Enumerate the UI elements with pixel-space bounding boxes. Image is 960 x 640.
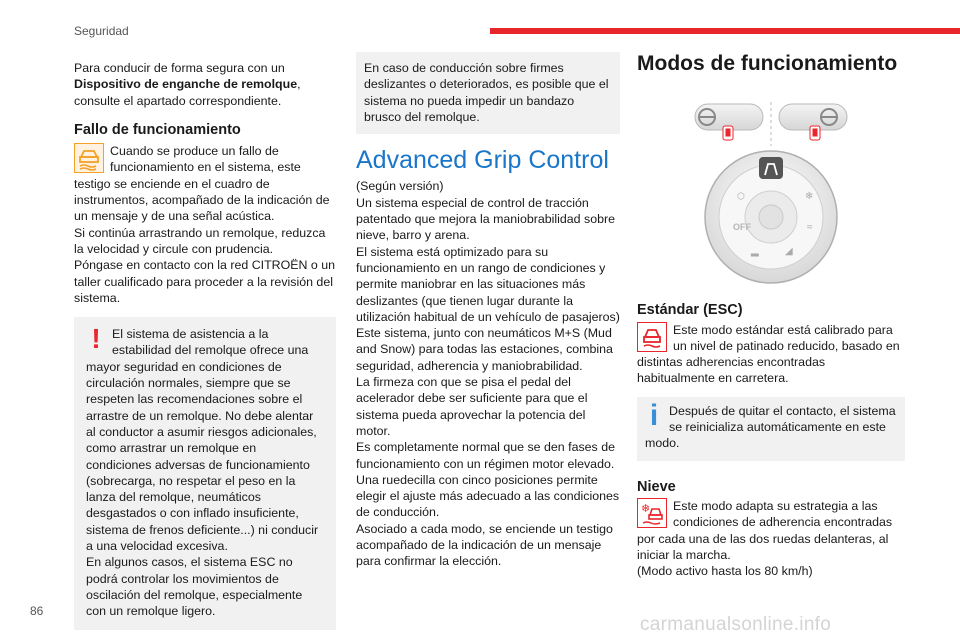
trailer-warning-icon [74,143,104,173]
snow-mode-heading: Nieve [637,478,676,495]
modes-title: Modos de funcionamiento [637,52,898,75]
column-left [74,60,336,630]
switch-left-illustration [695,104,763,140]
svg-text:OFF: OFF [733,222,751,233]
esc-mode-icon [637,322,667,352]
exclamation-icon: ! [91,323,101,355]
svg-text:≈: ≈ [807,222,813,234]
info-icon: i [649,398,659,432]
page-number: 86 [30,604,44,618]
switch-right-illustration [779,104,847,140]
intro-paragraph: Para conducir de forma segura con un Dispositivo de enganche de remolque, consulte el apartado correspondiente. [74,61,301,108]
column-right [637,52,905,579]
snow-mode-icon [637,498,667,528]
watermark: carmanualsonline.info [640,614,832,635]
svg-text:⬡: ⬡ [737,191,745,202]
standard-mode-heading: Estándar (ESC) [637,302,743,319]
mode-selector-knob [705,151,837,283]
svg-text:❄: ❄ [805,191,814,203]
svg-text:▂: ▂ [751,246,759,258]
warning-box: ! El sistema de asistencia a la estabilidad del remolque ofrece una mayor seguridad en condiciones de circulación normales, siempre que se respeten las recomendaciones sobre el arrastre de un remolque. No debe alentar al conductor a asumir riesgos adicionales, como arrastrar un remolque en condiciones adversas de funcionamiento (sobrecarga, no respetar el peso en la lanza del remolque, neumáticos desgastados o con inflado insuficiente, sistema de frenos deficiente...) ni conducir a una velocidad excesiva. En algunos casos, el sistema ESC no podrá controlar los movimientos de oscilación del remolque, especialmente con un remolque ligero. [74,317,336,629]
info-box: i Después de quitar el contacto, el sistema se reinicializa automáticamente en este modo. [637,397,905,461]
snow-mode-block: ❄ Este modo adapta su estrategia a las condiciones de adherencia encontradas por cada una de las dos ruedas delanteras, al iniciar la marcha. (Modo activo hasta los 80 km/h) [637,498,893,579]
malfunction-block: Cuando se produce un fallo de funcionamiento en el sistema, este testigo se enciende en el cuadro de instrumentos, acompañado de la indicación de un mensaje y de una señal acústica. Si continúa arrastrando un remolque, reduzca la velocidad y circule con prudencia. Póngase en contacto con la red CITROËN o un taller cualificado para proceder a la revisión del sistema. [74,144,336,305]
note-box: En caso de conducción sobre firmes deslizantes o deteriorados, es posible que el sistema no pueda impedir un bandazo brusco del remolque. [356,52,620,134]
standard-mode-block: Este modo estándar está calibrado para un nivel de patinado reducido, basado en distintas adherencias encontradas habitualmente en carretera. [637,322,900,386]
advanced-grip-title: Advanced Grip Control [356,146,609,175]
svg-text:❄: ❄ [641,501,651,515]
column-middle: En caso de conducción sobre firmes deslizantes o deteriorados, es posible que el sistema no pueda impedir un bandazo brusco del remolque. Advanced Grip Control (Según versión) Un sistema especial de control de tracción patentado que mejora la maniobrabilidad sobre nieve, barro y arena. El sistema está optimizado para su funcionamiento en un rango de condiciones y permite maniobrar en las situaciones más deslizantes (que tienen lugar durante la utilización habitual de un vehículo de pasajeros) Este sistema, junto con neumáticos M+S (Mud and Snow) para todas las estaciones, combina seguridad, adherencia y maniobrabilidad. La firmeza con que se pisa el pedal del acelerador debe ser suficiente para que el sistema pueda aprovechar la potencia del motor. Es completamente normal que se den fases de funcionamiento con un régimen motor elevado. Una ruedecilla con cinco posiciones permite elegir el ajuste más adecuado a las condiciones de conducción. Asociado a cada modo, se enciende un testigo acompañado de la indicación de un mensaje para confirmar la elección. [356,52,620,570]
page-section-title: Seguridad [74,24,129,38]
malfunction-heading: Fallo de funcionamiento [74,121,241,138]
grip-control-illustration [637,82,905,292]
header-accent-bar [490,28,960,34]
intro-bold-link: Dispositivo de enganche de remolque [74,77,298,92]
svg-text:◢: ◢ [785,246,793,258]
